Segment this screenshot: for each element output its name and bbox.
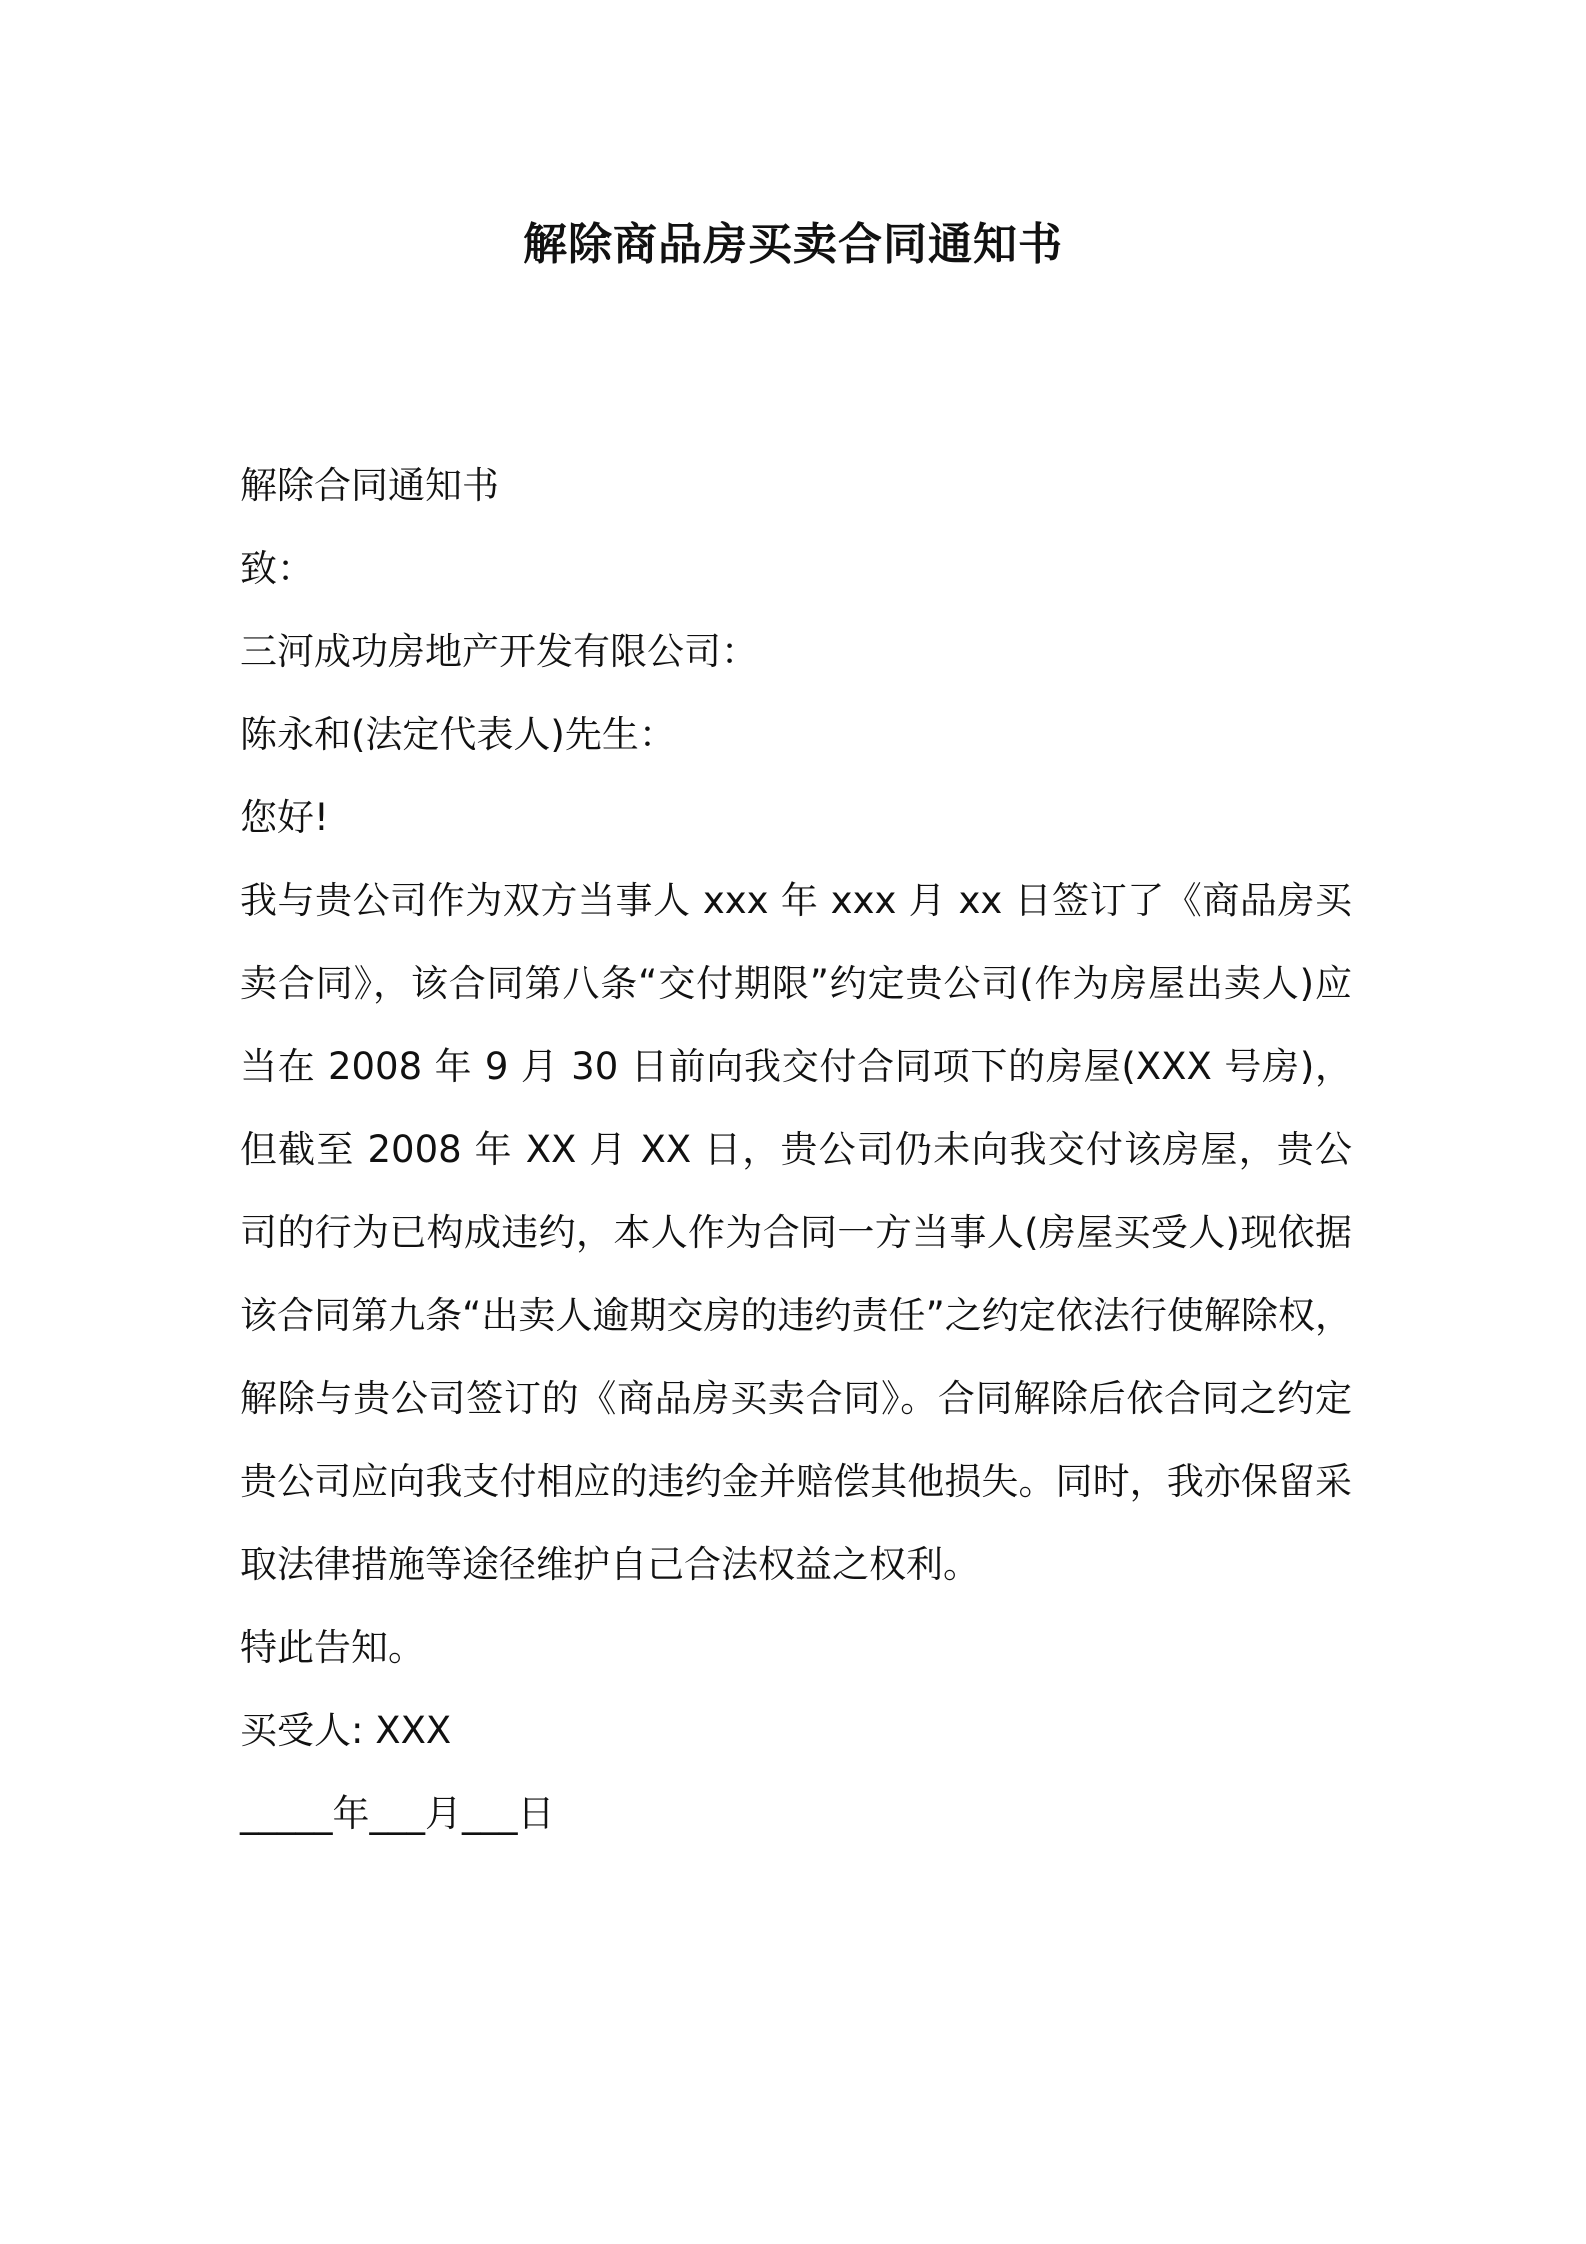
closing-text: 特此告知。 <box>240 1626 425 1669</box>
recipient-company: 三河成功房地产开发有限公司： <box>240 630 758 673</box>
buyer-signature: 买受人: XXX <box>240 1709 452 1752</box>
greeting: 您好! <box>240 796 329 839</box>
body-paragraph: 我与贵公司作为双方当事人 xxx 年 xxx 月 xx 日签订了《商品房买卖合同》，该合同第八条“交付期限”约定贵公司(作为房屋出卖人)应当在 2008 年 9 月 30 日前向我交付合同项下的房屋(XXX 号房)，但截至 2008 年 XX 月 XX 日，贵公司仍未向我交付该房屋，贵公司的行为已构成违约，本人作为合同一方当事人(房屋买受人)现依据该合同第九条“出卖人逾期交房的违约责任”之约定依法行使解除权，解除与贵公司签订的《商品房买卖合同》。合同解除后依合同之约定贵公司应向我支付相应的违约金并赔偿其他损失。同时，我亦保留采取法律措施等途径维护自己合法权益之权利。 <box>240 879 1352 1586</box>
to-label: 致： <box>240 547 314 590</box>
document-title: 解除商品房买卖合同通知书 <box>523 219 1063 270</box>
recipient-person: 陈永和(法定代表人)先生： <box>240 713 676 756</box>
date-line: _____年___月___日 <box>240 1792 555 1835</box>
document-body <box>240 444 1352 1855</box>
notice-heading: 解除合同通知书 <box>240 464 499 507</box>
